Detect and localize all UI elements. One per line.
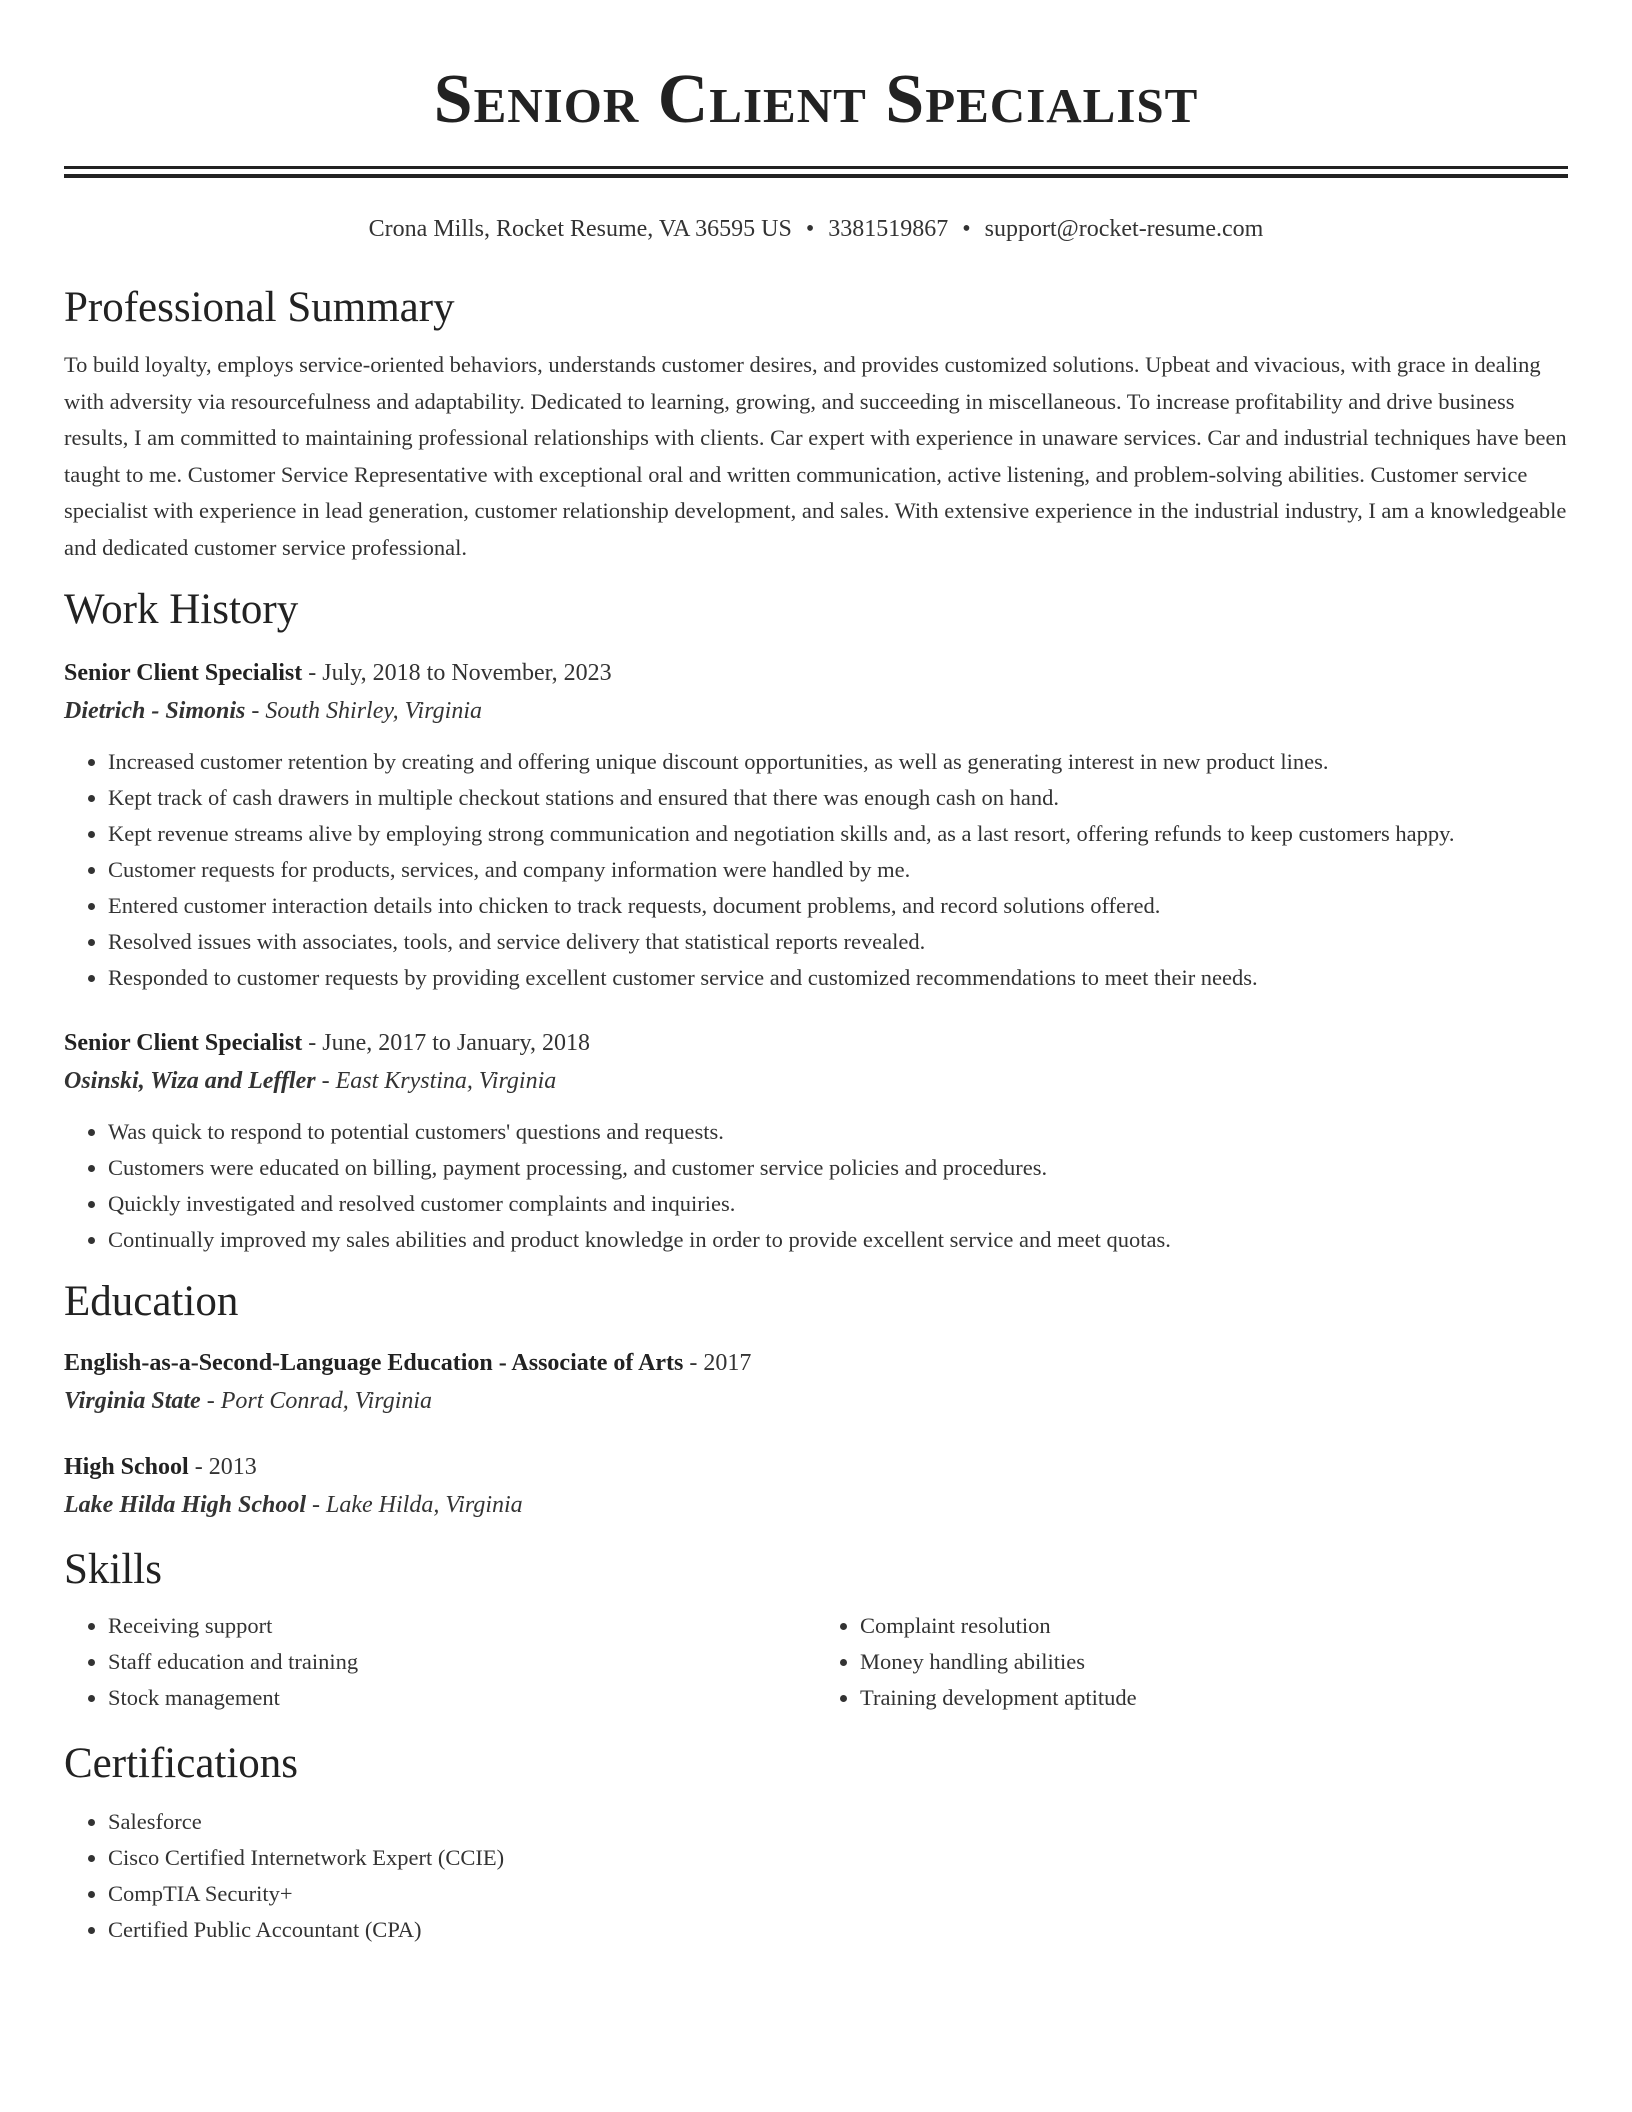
summary-heading: Professional Summary [64,284,455,331]
list-item: • Salesforce [108,1804,1568,1840]
school-line [64,1382,1568,1420]
list-item: • Quickly investigated and resolved customer complaints and inquiries. [108,1186,1568,1222]
degree: English-as-a-Second-Language Education - Associate of Arts [64,1350,684,1376]
skills-grid [64,1608,1568,1716]
title-divider-bottom [64,174,1568,178]
list-item: • Entered customer interaction details into chicken to track requests, document problems, and record solutions offered. [108,888,1568,924]
company-name: Osinski, Wiza and Leffler [64,1068,316,1094]
company-line [64,1062,1568,1100]
degree-line [64,1344,1568,1382]
contact-separator: • [805,216,815,242]
graduation-year: - 2017 [683,1350,752,1376]
list-item: • Money handling abilities [860,1644,1568,1680]
education-entry [64,1448,1568,1524]
summary-text: To build loyalty, employs service-oriented behaviors, understands customer desires, and provides customized solutions. Upbeat and vivacious, with grace in dealing with adversity via resourcefulness and adaptability. Dedicated to learning, growing, and succeeding in miscellaneous. To increase profitability and drive business results, I am committed to maintaining professional relationships with clients. Car expert with experience in unaware services. Car and industrial techniques have been taught to me. Customer Service Representative with exceptional oral and written communication, active listening, and problem-solving abilities. Customer service specialist with experience in lead generation, customer relationship development, and sales. With extensive experience in the industrial industry, I am a knowledgeable and dedicated customer service professional. [64,352,1567,560]
company-location: - South Shirley, Virginia [245,698,483,724]
list-item: • Kept track of cash drawers in multiple checkout stations and ensured that there was enough cash on hand. [108,780,1568,816]
certifications-list [64,1804,1568,1948]
contact-line [64,214,1568,244]
list-item: • Resolved issues with associates, tools, and service delivery that statistical reports revealed. [108,924,1568,960]
school-name: Lake Hilda High School [64,1492,307,1518]
list-item: • Responded to customer requests by providing excellent customer service and customized recommendations to meet their needs. [108,960,1568,996]
school-location: - Port Conrad, Virginia [200,1388,433,1414]
graduation-year: - 2013 [188,1454,257,1480]
contact-address: Crona Mills, Rocket Resume, VA 36595 US [368,216,792,242]
list-item: • Customers were educated on billing, payment processing, and customer service policies and procedures. [108,1150,1568,1186]
job-dates: - June, 2017 to January, 2018 [302,1030,590,1056]
list-item: • CompTIA Security+ [108,1876,1568,1912]
school-line [64,1486,1568,1524]
job-bullets [64,744,1568,996]
contact-email: support@rocket-resume.com [984,216,1264,242]
list-item: • Increased customer retention by creating and offering unique discount opportunities, as well as generating interest in new product lines. [108,744,1568,780]
company-name: Dietrich - Simonis [64,698,246,724]
certifications-heading: Certifications [64,1740,299,1787]
list-item: • Continually improved my sales abilities and product knowledge in order to provide excellent service and meet quotas. [108,1222,1568,1258]
work-history-heading: Work History [64,586,299,633]
job-title-line [64,1024,1568,1062]
school-name: Virginia State [64,1388,201,1414]
degree: High School [64,1454,189,1480]
contact-separator: • [962,216,971,242]
list-item: • Was quick to respond to potential customers' questions and requests. [108,1114,1568,1150]
list-item: • Stock management [108,1680,816,1716]
title-divider-top [64,166,1568,169]
education-heading: Education [64,1278,239,1325]
resume-title: Senior Client Specialist [433,61,1199,138]
job-entry [64,1024,1568,1258]
list-item: • Cisco Certified Internetwork Expert (CCIE) [108,1840,1568,1876]
job-dates: - July, 2018 to November, 2023 [302,660,612,686]
job-title: Senior Client Specialist [64,660,303,686]
job-title: Senior Client Specialist [64,1030,303,1056]
company-location: - East Krystina, Virginia [315,1068,557,1094]
list-item: • Certified Public Accountant (CPA) [108,1912,1568,1948]
contact-phone: 3381519867 [828,216,949,242]
job-bullets [64,1114,1568,1258]
list-item: • Receiving support [108,1608,816,1644]
skills-heading: Skills [64,1546,162,1593]
skills-right-column [816,1608,1568,1716]
list-item: • Complaint resolution [860,1608,1568,1644]
list-item: • Training development aptitude [860,1680,1568,1716]
company-line [64,692,1568,730]
list-item: • Customer requests for products, services, and company information were handled by me. [108,852,1568,888]
school-location: - Lake Hilda, Virginia [306,1492,523,1518]
list-item: • Kept revenue streams alive by employing strong communication and negotiation skills and, as a last resort, offering refunds to keep customers happy. [108,816,1568,852]
education-entry [64,1344,1568,1420]
job-entry [64,654,1568,996]
degree-line [64,1448,1568,1486]
job-title-line [64,654,1568,692]
list-item: • Staff education and training [108,1644,816,1680]
skills-left-column [64,1608,816,1716]
